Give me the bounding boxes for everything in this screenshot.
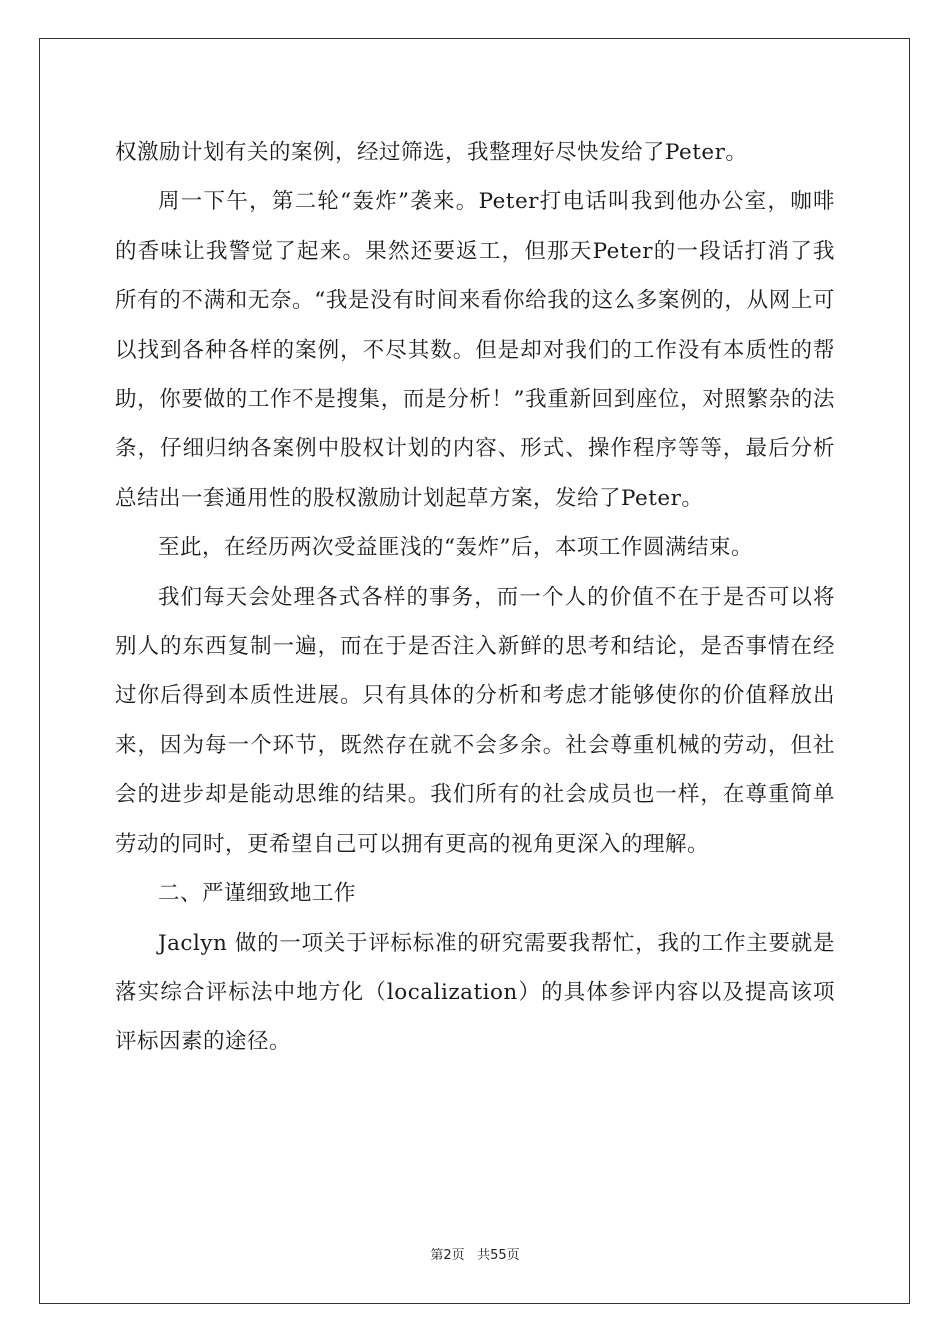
paragraph-1: 权激励计划有关的案例，经过筛选，我整理好尽快发给了Peter。 [115,140,748,165]
page-footer [0,1244,950,1263]
paragraph-2: 周一下午，第二轮“轰炸”袭来。Peter打电话叫我到他办公室，咖啡的香味让我警觉了起来。果然还要返工，但那天Peter的一段话打消了我所有的不满和无奈。“我是没有时间来看你给我的这么多案例的，从网上可以找到各种各样的案例，不尽其数。但是却对我们的工作没有本质性的帮助，你要做的工作不是搜集，而是分析！”我重新回到座位，对照繁杂的法条，仔细归纳各案例中股权计划的内容、形式、操作程序等等，最后分析总结出一套通用性的股权激励计划起草方案，发给了Peter。 [115,189,835,511]
paragraph-4: 我们每天会处理各式各样的事务，而一个人的价值不在于是否可以将别人的东西复制一遍，而在于是否注入新鲜的思考和结论，是否事情在经过你后得到本质性进展。只有具体的分析和考虑才能够使你的价值释放出来，因为每一个环节，既然存在就不会多余。社会尊重机械的劳动，但社会的进步却是能动思维的结果。我们所有的社会成员也一样，在尊重简单劳动的同时，更希望自己可以拥有更高的视角更深入的理解。 [115,584,835,857]
paragraph-3: 至此，在经历两次受益匪浅的“轰炸”后，本项工作圆满结束。 [158,535,753,561]
document-body [115,128,835,1067]
paragraph-5: Jaclyn 做的一项关于评标标准的研究需要我帮忙，我的工作主要就是落实综合评标法中地方化（localization）的具体参评内容以及提高该项评标因素的途径。 [115,930,835,1055]
page-total: 共55页 [477,1248,520,1263]
page-number: 第2页 [430,1248,465,1263]
section-heading: 二、严谨细致地工作 [158,881,357,907]
